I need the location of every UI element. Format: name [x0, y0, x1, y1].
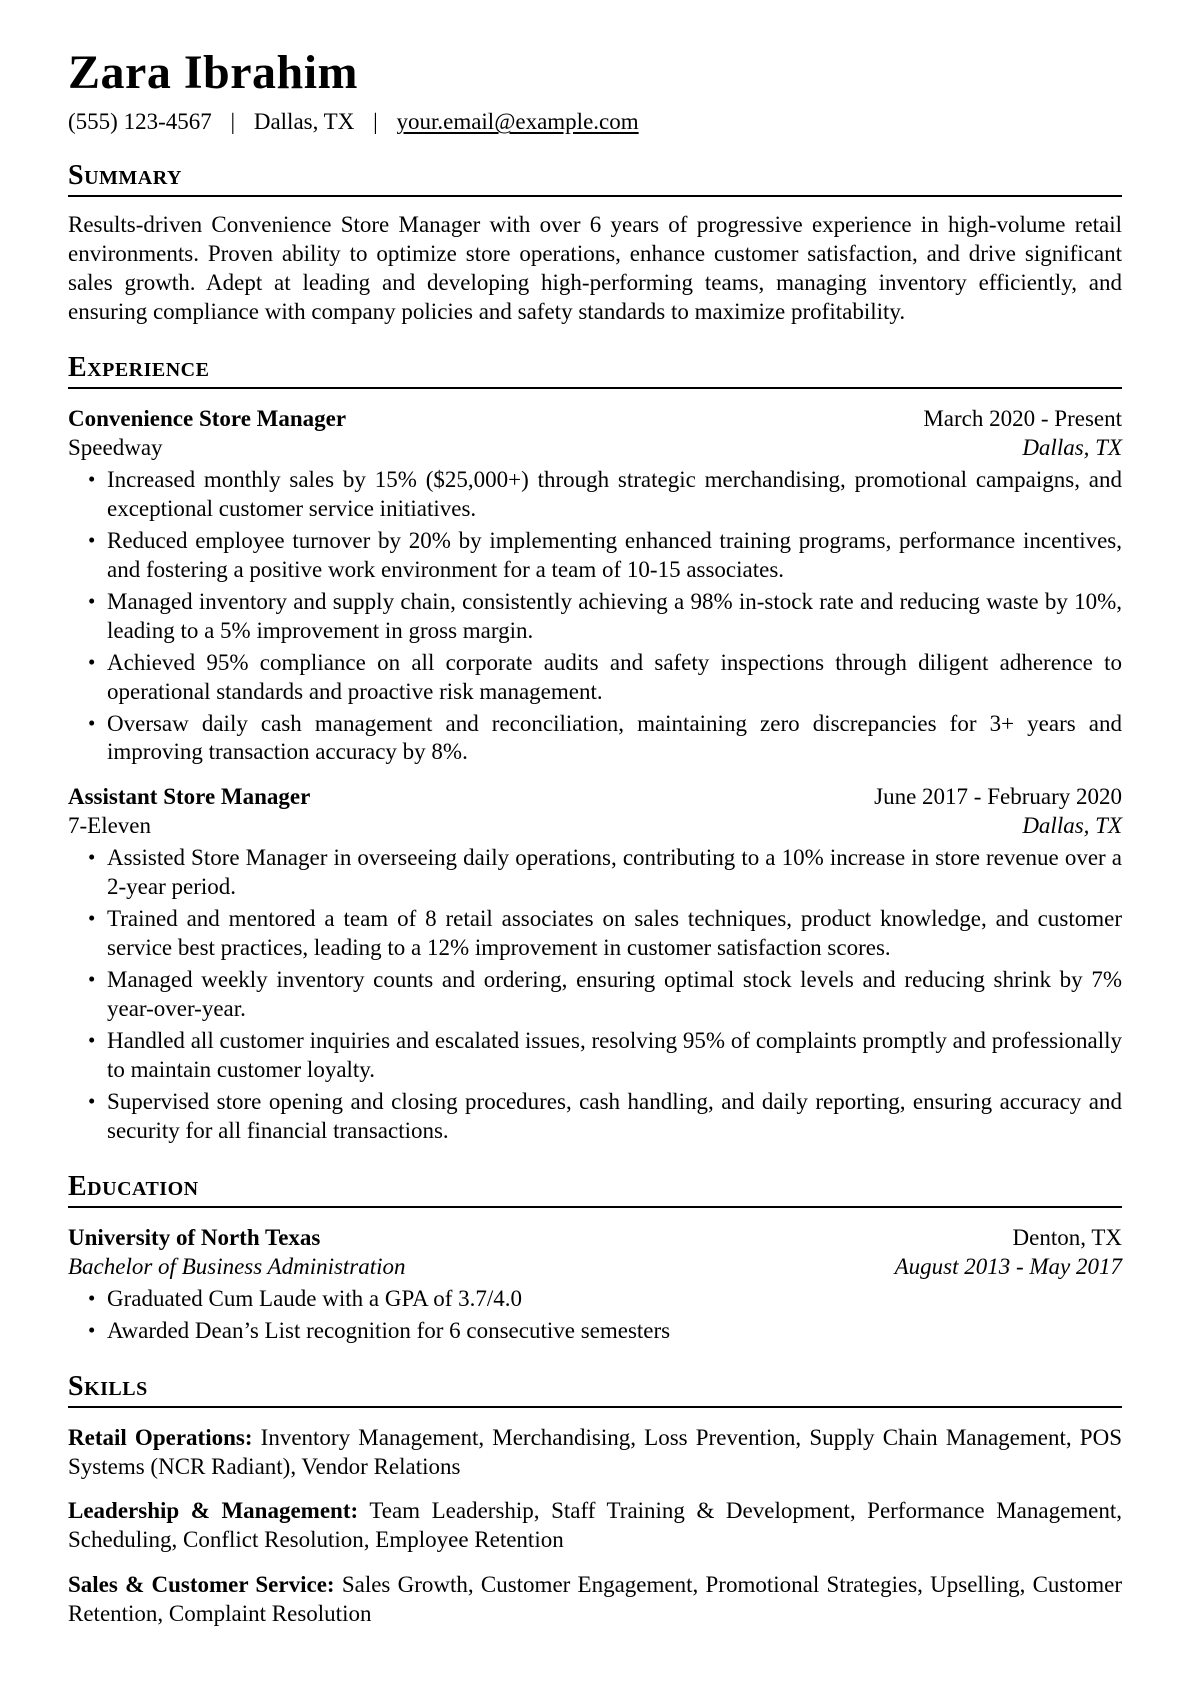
- job-bullet: • Trained and mentored a team of 8 retail associates on sales techniques, product knowledge, and customer service best practices, leading to a 12% improvement in customer satisfaction scores.: [107, 905, 1122, 963]
- education-bullet-list: [68, 1285, 1122, 1346]
- job-subheader: [68, 434, 1122, 463]
- job-location: Dallas, TX: [1022, 813, 1122, 839]
- job-bullet: • Oversaw daily cash management and reconciliation, maintaining zero discrepancies for 3+ years and improving transaction accuracy by 8%.: [107, 710, 1122, 768]
- job-header: [68, 405, 1122, 434]
- job-bullet: • Assisted Store Manager in overseeing daily operations, contributing to a 10% increase in store revenue over a 2-year period.: [107, 844, 1122, 902]
- job-bullet-list: [68, 466, 1122, 768]
- skill-group: [68, 1571, 1122, 1629]
- job-company: Speedway: [68, 434, 163, 460]
- job-dates: March 2020 - Present: [923, 405, 1122, 431]
- job-bullet: • Managed weekly inventory counts and ordering, ensuring optimal stock levels and reducing shrink by 7% year-over-year.: [107, 966, 1122, 1024]
- job-title: Convenience Store Manager: [68, 405, 347, 431]
- job-subheader: [68, 812, 1122, 841]
- job-bullet: • Managed inventory and supply chain, consistently achieving a 98% in-stock rate and reducing waste by 10%, leading to a 5% improvement in gross margin.: [107, 588, 1122, 646]
- email-link[interactable]: your.email@example.com: [396, 109, 639, 135]
- job-title: Assistant Store Manager: [68, 784, 311, 810]
- resume-header: [68, 48, 1122, 137]
- person-name: Zara Ibrahim: [68, 46, 359, 99]
- section-experience: [68, 353, 1122, 1146]
- skill-group-items: Sales Growth, Customer Engagement, Promotional Strategies, Upselling, Customer Retention, Complaint Resolution: [68, 1572, 1123, 1627]
- contact-line: [68, 108, 1122, 137]
- job-bullet: • Supervised store opening and closing procedures, cash handling, and daily reporting, ensuring accuracy and security for all financial transactions.: [107, 1088, 1122, 1146]
- job-entry: [68, 405, 1122, 768]
- skill-group-label: Retail Operations:: [68, 1424, 253, 1450]
- section-skills: [68, 1372, 1122, 1630]
- skill-group: [68, 1497, 1122, 1555]
- job-bullet: • Handled all customer inquiries and escalated issues, resolving 95% of complaints promptly and professionally to maintain customer loyalty.: [107, 1027, 1122, 1085]
- phone-number: (555) 123-4567: [68, 109, 212, 135]
- summary-text: Results-driven Convenience Store Manager with over 6 years of progressive experience in high-volume retail environments. Proven ability to optimize store operations, enhance customer satisfaction, and drive significant sales growth. Adept at leading and developing high-performing teams, managing inventory efficiently, and ensuring compliance with company policies and safety standards to maximize profitability.: [68, 212, 1122, 325]
- experience-section-title: Experience: [68, 353, 1122, 389]
- section-education: [68, 1172, 1122, 1346]
- education-institution: University of North Texas: [68, 1224, 321, 1250]
- job-bullet: • Increased monthly sales by 15% ($25,000+) through strategic merchandising, promotional campaigns, and exceptional customer service initiatives.: [107, 466, 1122, 524]
- job-company: 7-Eleven: [68, 813, 152, 839]
- education-entry: [68, 1224, 1122, 1346]
- education-section-title: Education: [68, 1172, 1122, 1208]
- skill-group-label: Sales & Customer Service:: [68, 1572, 335, 1598]
- skill-group-items: Team Leadership, Staff Training & Development, Performance Management, Scheduling, Conflict Resolution, Employee Retention: [68, 1498, 1123, 1553]
- contact-location: Dallas, TX: [253, 109, 355, 135]
- education-degree: Bachelor of Business Administration: [68, 1253, 406, 1279]
- education-header: [68, 1224, 1122, 1253]
- contact-separator: |: [373, 109, 378, 135]
- skills-section-title: Skills: [68, 1372, 1122, 1408]
- section-summary: [68, 161, 1122, 327]
- skill-group-label: Leadership & Management:: [68, 1498, 359, 1524]
- job-header: [68, 783, 1122, 812]
- job-location: Dallas, TX: [1022, 434, 1122, 460]
- skill-group: [68, 1424, 1122, 1482]
- education-bullet: • Graduated Cum Laude with a GPA of 3.7/4.0: [107, 1285, 1122, 1314]
- contact-separator: |: [230, 109, 236, 135]
- education-location: Denton, TX: [1012, 1224, 1122, 1250]
- education-dates: August 2013 - May 2017: [894, 1253, 1122, 1279]
- skill-group-items: Inventory Management, Merchandising, Loss Prevention, Supply Chain Management, POS Systems (NCR Radiant), Vendor Relations: [68, 1424, 1122, 1479]
- education-bullet: • Awarded Dean’s List recognition for 6 consecutive semesters: [107, 1317, 1122, 1346]
- job-bullet: • Reduced employee turnover by 20% by implementing enhanced training programs, performance incentives, and fostering a positive work environment for a team of 10-15 associates.: [107, 527, 1122, 585]
- summary-section-title: Summary: [68, 161, 1122, 197]
- job-dates: June 2017 - February 2020: [874, 784, 1122, 810]
- job-entry: [68, 783, 1122, 1146]
- job-bullet: • Achieved 95% compliance on all corporate audits and safety inspections through diligent adherence to operational standards and proactive risk management.: [107, 649, 1122, 707]
- education-subheader: [68, 1253, 1122, 1282]
- job-bullet-list: [68, 844, 1122, 1146]
